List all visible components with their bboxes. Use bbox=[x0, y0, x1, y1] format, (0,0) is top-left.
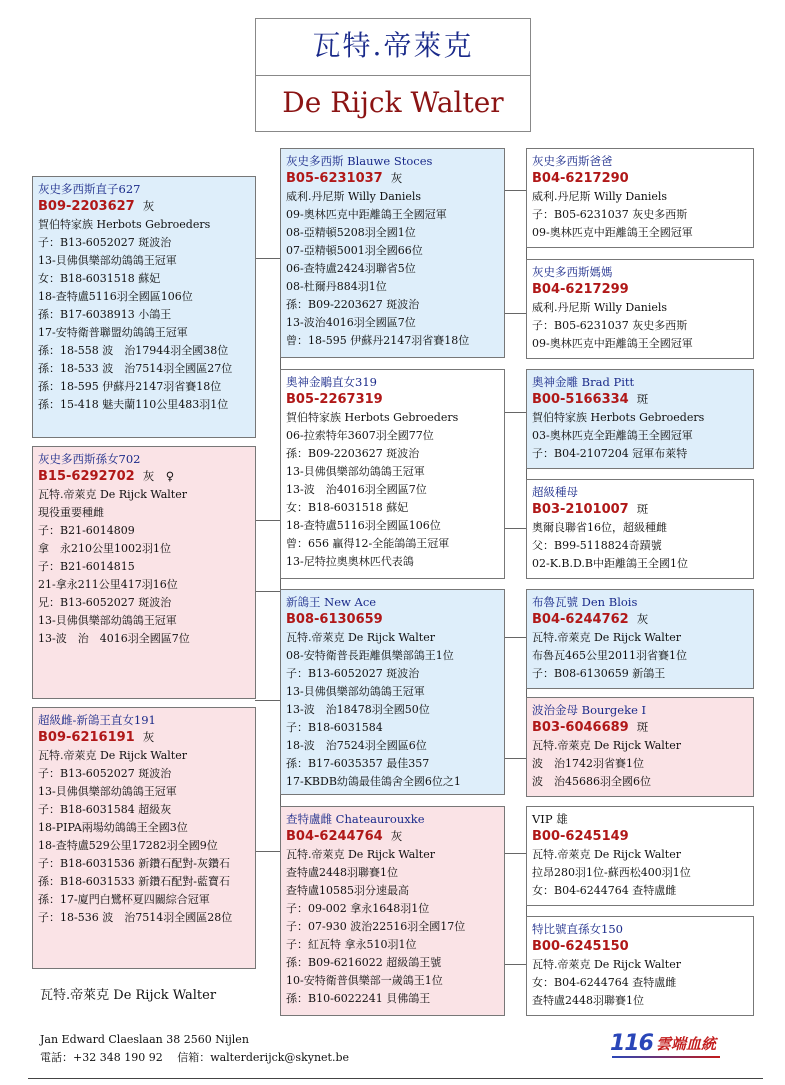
ring-row bbox=[286, 610, 499, 629]
achievement-line: 威利.丹尼斯 Willy Daniels bbox=[286, 190, 422, 203]
pigeon-card-vip bbox=[526, 806, 754, 906]
ring-number: B04-6217290 bbox=[532, 171, 629, 186]
ring-row bbox=[38, 467, 250, 486]
achievement-line: 08-杜爾丹884羽1位 bbox=[286, 280, 387, 293]
achievement-line: 女：B18-6031518 蘇妃 bbox=[38, 272, 161, 285]
achievement-line: 曾：656 贏得12-全能鴿鴿王冠軍 bbox=[286, 537, 450, 550]
pigeon-card-den-blois bbox=[526, 589, 754, 689]
pigeon-name: 超級種母 bbox=[532, 485, 578, 499]
color-sex: 灰 bbox=[390, 171, 403, 185]
logo-number: 116 bbox=[610, 1031, 653, 1056]
achievement-line: 02-K.B.D.B中距離鴿王全國1位 bbox=[532, 557, 689, 570]
achievement-line: 13-貝佛俱樂部幼鴿鴿王冠軍 bbox=[38, 785, 177, 798]
color-sex: 斑 bbox=[636, 502, 649, 516]
achievement-line: 06-拉索特年3607羽全國77位 bbox=[286, 429, 434, 442]
achievement-line: 瓦特.帝萊克 De Rijck Walter bbox=[532, 958, 681, 971]
ring-number: B03-2101007 bbox=[532, 502, 629, 517]
achievement-line: 威利.丹尼斯 Willy Daniels bbox=[532, 301, 668, 314]
achievement-line: 18-查特盧5116羽全國區106位 bbox=[38, 290, 193, 303]
footer-contact: 電話：+32 348 190 92 信箱：walterderijck@skynet.be bbox=[40, 1051, 350, 1064]
pigeon-card-bourgeke bbox=[526, 697, 754, 797]
achievement-line: 13-波 治18478羽全國50位 bbox=[286, 703, 430, 716]
achievement-line: 波 治45686羽全國6位 bbox=[532, 775, 651, 788]
ring-row bbox=[532, 280, 748, 299]
ring-number: B04-6244764 bbox=[286, 829, 383, 844]
achievement-line: 孫：B09-2203627 斑波治 bbox=[286, 298, 420, 311]
pigeon-name: 灰史多西斯爸爸 bbox=[532, 154, 613, 168]
achievement-line: 瓦特.帝萊克 De Rijck Walter bbox=[38, 749, 187, 762]
color-sex: 灰 bbox=[142, 730, 155, 744]
achievement-line: 子：B08-6130659 新鴿王 bbox=[532, 667, 666, 680]
connector-subject-parents bbox=[255, 258, 281, 592]
ring-row bbox=[38, 197, 250, 216]
achievement-line: 孫：B18-6031533 新鑽石配對-藍寶石 bbox=[38, 875, 230, 888]
achievement-line: 08-亞精頓5208羽全國1位 bbox=[286, 226, 416, 239]
achievement-line: 瓦特.帝萊克 De Rijck Walter bbox=[286, 848, 435, 861]
pigeon-card-new-ace bbox=[280, 589, 505, 795]
pigeon-card-subject bbox=[32, 176, 256, 438]
achievement-line: 13-波治4016羽全國區7位 bbox=[286, 316, 416, 329]
ring-number: B00-5166334 bbox=[532, 392, 629, 407]
achievement-line: 拿 永210公里1002羽1位 bbox=[38, 542, 171, 555]
achievement-line: 09-奧林匹克中距離鴿王全國冠軍 bbox=[286, 208, 447, 221]
pigeon-name: 新鴿王 New Ace bbox=[286, 595, 377, 609]
achievement-line: 孫：18-558 波 治17944羽全國38位 bbox=[38, 344, 229, 357]
ring-row bbox=[532, 718, 748, 737]
achievement-line: 查特盧2448羽聯賽1位 bbox=[286, 866, 398, 879]
achievement-line: 瓦特.帝萊克 De Rijck Walter bbox=[532, 739, 681, 752]
achievement-line: 子：B13-6052027 斑波治 bbox=[38, 236, 172, 249]
achievement-line: 07-亞精頓5001羽全國66位 bbox=[286, 244, 423, 257]
ring-row bbox=[38, 728, 250, 747]
breeder-header bbox=[255, 18, 531, 132]
ring-row bbox=[532, 500, 748, 519]
ring-number: B05-6231037 bbox=[286, 171, 383, 186]
achievement-line: 子：B04-2107204 冠軍布萊特 bbox=[532, 447, 688, 460]
color-sex: 灰 bbox=[390, 829, 403, 843]
ring-number: B00-6245149 bbox=[532, 829, 629, 844]
achievement-line: 子：B05-6231037 灰史多西斯 bbox=[532, 208, 688, 221]
achievement-line: 女：B04-6244764 查特盧雌 bbox=[532, 976, 677, 989]
achievement-line: 瓦特.帝萊克 De Rijck Walter bbox=[532, 848, 681, 861]
achievement-line: 孫：B09-2203627 斑波治 bbox=[286, 447, 420, 460]
achievement-line: 孫：B17-6035357 最佳357 bbox=[286, 757, 430, 770]
breeder-signature: 瓦特.帝萊克 De Rijck Walter bbox=[40, 988, 217, 1003]
achievement-line: 女：B18-6031518 蘇妃 bbox=[286, 501, 409, 514]
ring-number: B05-2267319 bbox=[286, 392, 383, 407]
pigeon-card-granddaughter-150 bbox=[526, 916, 754, 1016]
pigeon-name: 超級雌-新鴿王直女191 bbox=[38, 713, 156, 727]
achievement-line: 03-奧林匹克全距離鴿王全國冠軍 bbox=[532, 429, 693, 442]
color-sex: 斑 bbox=[636, 392, 649, 406]
achievement-line: 10-安特衛普俱樂部一歲鴿王1位 bbox=[286, 974, 443, 987]
ring-row bbox=[286, 390, 499, 409]
achievement-line: 拉昂280羽1位-蘇西松400羽1位 bbox=[532, 866, 691, 879]
achievement-line: 女：B04-6244764 查特盧雌 bbox=[532, 884, 677, 897]
achievement-line: 兄：B13-6052027 斑波治 bbox=[38, 596, 172, 609]
achievement-line: 父：B99-5118824奇蹟號 bbox=[532, 539, 662, 552]
achievement-line: 子：B18-6031584 bbox=[286, 721, 383, 734]
pigeon-card-dam bbox=[280, 369, 505, 579]
achievement-line: 賀伯特家族 Herbots Gebroeders bbox=[38, 218, 211, 231]
achievement-line: 賀伯特家族 Herbots Gebroeders bbox=[532, 411, 705, 424]
logo-underline bbox=[612, 1056, 720, 1058]
achievement-line: 瓦特.帝萊克 De Rijck Walter bbox=[286, 631, 435, 644]
achievement-line: 13-波 治 4016羽全國區7位 bbox=[38, 632, 190, 645]
achievement-line: 06-查特盧2424羽聯省5位 bbox=[286, 262, 416, 275]
footer-address: Jan Edward Claeslaan 38 2560 Nijlen bbox=[40, 1033, 249, 1046]
achievement-line: 孫：17-廈門白鷺杯夏四關綜合冠軍 bbox=[38, 893, 210, 906]
color-sex: 斑 bbox=[636, 720, 649, 734]
pigeon-card-super-hen-191 bbox=[32, 707, 256, 969]
achievement-line: 09-奧林匹克中距離鴿王全國冠軍 bbox=[532, 226, 693, 239]
ring-number: B09-2203627 bbox=[38, 199, 135, 214]
connector-sire-parents bbox=[504, 190, 527, 314]
ring-number: B00-6245150 bbox=[532, 939, 629, 954]
logo-text: 雲端血統 bbox=[655, 1035, 716, 1053]
color-sex: 灰 bbox=[636, 612, 649, 626]
ring-row bbox=[532, 169, 748, 188]
site-logo[interactable] bbox=[610, 1030, 716, 1056]
connector-dam-parents bbox=[504, 412, 527, 529]
achievement-line: 13-貝佛俱樂部幼鴿鴿王冠軍 bbox=[286, 685, 425, 698]
achievement-line: 17-安特衛普聯盟幼鴿鴿王冠軍 bbox=[38, 326, 188, 339]
achievement-line: 08-安特衛普長距離俱樂部鴿王1位 bbox=[286, 649, 454, 662]
achievement-line: 賀伯特家族 Herbots Gebroeders bbox=[286, 411, 459, 424]
achievement-line: 孫：18-533 波 治7514羽全國區27位 bbox=[38, 362, 233, 375]
ring-number: B15-6292702 bbox=[38, 469, 135, 484]
ring-row bbox=[532, 827, 748, 846]
achievement-line: 18-查特盧529公里17282羽全國9位 bbox=[38, 839, 218, 852]
connector-granddaughter bbox=[255, 520, 280, 521]
achievement-line: 09-奧林匹克中距離鴿王全國冠軍 bbox=[532, 337, 693, 350]
achievement-line: 威利.丹尼斯 Willy Daniels bbox=[532, 190, 668, 203]
achievement-line: 子：B21-6014815 bbox=[38, 560, 135, 573]
pigeon-card-sire bbox=[280, 148, 505, 358]
pigeon-name: VIP 雄 bbox=[532, 812, 568, 826]
achievement-line: 13-貝佛俱樂部幼鴿鴿王冠軍 bbox=[38, 614, 177, 627]
connector-newace-parents bbox=[504, 637, 527, 759]
pigeon-name: 灰史多西斯孫女702 bbox=[38, 452, 141, 466]
color-sex: 灰 bbox=[142, 199, 155, 213]
achievement-line: 曾：18-595 伊蘇丹2147羽省賽18位 bbox=[286, 334, 470, 347]
achievement-line: 查特盧10585羽分速最高 bbox=[286, 884, 409, 897]
achievement-line: 子：紅瓦特 拿永510羽1位 bbox=[286, 938, 417, 951]
pigeon-name: 灰史多西斯 Blauwe Stoces bbox=[286, 154, 433, 168]
achievement-line: 波 治1742羽省賽1位 bbox=[532, 757, 644, 770]
achievement-line: 孫：18-595 伊蘇丹2147羽省賽18位 bbox=[38, 380, 222, 393]
achievement-line: 子：07-930 波治22516羽全國17位 bbox=[286, 920, 466, 933]
footer-divider bbox=[28, 1078, 763, 1079]
ring-number: B04-6244762 bbox=[532, 612, 629, 627]
achievement-line: 子：B21-6014809 bbox=[38, 524, 135, 537]
color-sex: 灰 ♀ bbox=[142, 469, 175, 483]
ring-row bbox=[532, 937, 748, 956]
pigeon-name: 奧神金雕 Brad Pitt bbox=[532, 375, 635, 389]
pigeon-name: 灰史多西斯媽媽 bbox=[532, 265, 613, 279]
ring-number: B08-6130659 bbox=[286, 612, 383, 627]
pigeon-card-dam-sire bbox=[526, 369, 754, 469]
ring-row bbox=[532, 390, 748, 409]
ring-number: B04-6217299 bbox=[532, 282, 629, 297]
achievement-line: 子：18-536 波 治7514羽全國區28位 bbox=[38, 911, 233, 924]
achievement-line: 子：B13-6052027 斑波治 bbox=[286, 667, 420, 680]
achievement-line: 子：B18-6031536 新鑽石配對-灰鑽石 bbox=[38, 857, 230, 870]
achievement-line: 孫：B17-6038913 小鴿王 bbox=[38, 308, 172, 321]
achievement-line: 18-查特盧5116羽全國區106位 bbox=[286, 519, 441, 532]
achievement-line: 孫：B09-6216022 超級鴿王號 bbox=[286, 956, 442, 969]
pigeon-card-sire-dam bbox=[526, 259, 754, 359]
achievement-line: 21-拿永211公里417羽16位 bbox=[38, 578, 178, 591]
ring-number: B03-6046689 bbox=[532, 720, 629, 735]
pigeon-name: 奧神金鵰直女319 bbox=[286, 375, 377, 389]
breeder-name-en: De Rijck Walter bbox=[282, 86, 504, 119]
pigeon-name: 波治金母 Bourgeke I bbox=[532, 703, 647, 717]
pigeon-name: 特比號直孫女150 bbox=[532, 922, 623, 936]
ring-row bbox=[286, 827, 499, 846]
achievement-line: 子：09-002 拿永1648羽1位 bbox=[286, 902, 430, 915]
pigeon-card-sire-sire bbox=[526, 148, 754, 248]
achievement-line: 13-貝佛俱樂部幼鴿鴿王冠軍 bbox=[286, 465, 425, 478]
achievement-line: 現役重要種雌 bbox=[38, 506, 104, 519]
pigeon-card-chateaurouxke bbox=[280, 806, 505, 1016]
achievement-line: 瓦特.帝萊克 De Rijck Walter bbox=[38, 488, 187, 501]
achievement-line: 子：B13-6052027 斑波治 bbox=[38, 767, 172, 780]
achievement-line: 18-PIPA兩場幼鴿鴿王全國3位 bbox=[38, 821, 188, 834]
breeder-name-cn: 瓦特.帝萊克 bbox=[312, 29, 474, 62]
ring-row bbox=[286, 169, 499, 188]
achievement-line: 孫：15-418 魅夫蘭110公里483羽1位 bbox=[38, 398, 229, 411]
pigeon-name: 查特盧雌 Chateaurouxke bbox=[286, 812, 425, 826]
achievement-line: 瓦特.帝萊克 De Rijck Walter bbox=[532, 631, 681, 644]
ring-row bbox=[532, 610, 748, 629]
achievement-line: 奧爾良聯省16位，超級種雌 bbox=[532, 521, 667, 534]
achievement-line: 孫：B10-6022241 貝佛鴿王 bbox=[286, 992, 431, 1005]
pigeon-card-granddaughter-702 bbox=[32, 446, 256, 699]
header-divider bbox=[256, 75, 530, 76]
achievement-line: 18-波 治7524羽全國區6位 bbox=[286, 739, 427, 752]
achievement-line: 子：B18-6031584 超級灰 bbox=[38, 803, 172, 816]
connector-chateauroux-parents bbox=[504, 853, 527, 965]
achievement-line: 13-貝佛俱樂部幼鴿鴿王冠軍 bbox=[38, 254, 177, 267]
pigeon-name: 灰史多西斯直子627 bbox=[38, 182, 141, 196]
achievement-line: 子：B05-6231037 灰史多西斯 bbox=[532, 319, 688, 332]
pigeon-card-dam-dam bbox=[526, 479, 754, 579]
achievement-line: 13-波 治4016羽全國區7位 bbox=[286, 483, 427, 496]
pigeon-name: 布魯瓦號 Den Blois bbox=[532, 595, 638, 609]
ring-number: B09-6216191 bbox=[38, 730, 135, 745]
connector-superhen-parents bbox=[255, 700, 281, 852]
achievement-line: 13-尼特拉奧奧林匹代表鴿 bbox=[286, 555, 414, 568]
achievement-line: 17-KBDB幼鴿最佳鴿舍全國6位之1 bbox=[286, 775, 461, 788]
achievement-line: 布魯瓦465公里2011羽省賽1位 bbox=[532, 649, 687, 662]
achievement-line: 查特盧2448羽聯賽1位 bbox=[532, 994, 644, 1007]
